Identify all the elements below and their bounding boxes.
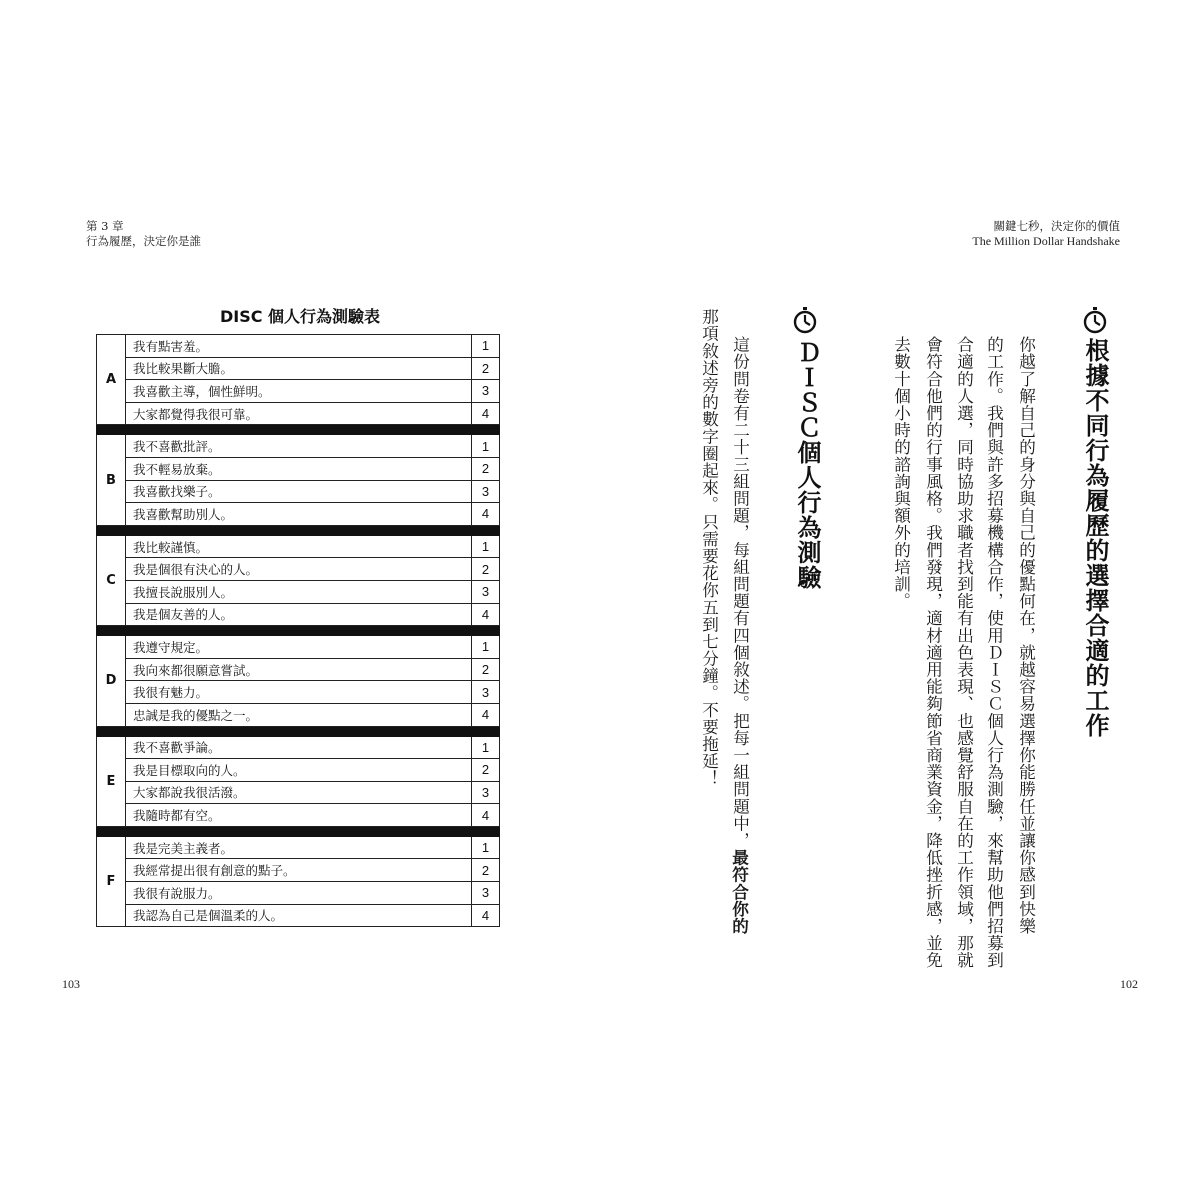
score-number[interactable]: 3 <box>472 781 500 804</box>
group-label: A <box>97 335 126 425</box>
statement-cell: 大家都覺得我很可靠。 <box>126 402 472 425</box>
table-row <box>97 603 500 626</box>
running-head-left <box>86 219 201 249</box>
statement-cell: 我是完美主義者。 <box>126 836 472 859</box>
score-number[interactable]: 1 <box>472 535 500 558</box>
score-number[interactable]: 2 <box>472 859 500 882</box>
table-row <box>97 357 500 380</box>
group-separator <box>97 626 500 636</box>
score-number[interactable]: 1 <box>472 836 500 859</box>
body-column-4: 會符合他們的行事風格。我們發現，適材適用能夠節省商業資金，降低挫折感，並免 <box>923 336 943 969</box>
body-column-5: 去數十個小時的諮詢與額外的培訓。 <box>891 336 911 610</box>
group-label: C <box>97 535 126 625</box>
score-number[interactable]: 2 <box>472 658 500 681</box>
table-row <box>97 480 500 503</box>
table-row <box>97 457 500 480</box>
score-number[interactable]: 4 <box>472 402 500 425</box>
table-row <box>97 804 500 827</box>
group-separator-bar <box>97 626 500 636</box>
body-column-6 <box>731 336 748 935</box>
chapter-title: 行為履歷，決定你是誰 <box>86 234 201 248</box>
group-label: F <box>97 836 126 926</box>
statement-cell: 我向來都很願意嘗試。 <box>126 658 472 681</box>
table-row <box>97 859 500 882</box>
body-column-1: 你越了解自己的身分與自己的優點何在，就越容易選擇你能勝任並讓你感到快樂 <box>1016 336 1036 935</box>
body-column-6-emphasis: 最符合你的 <box>729 849 750 935</box>
table-row <box>97 836 500 859</box>
group-separator <box>97 826 500 836</box>
score-number[interactable]: 3 <box>472 580 500 603</box>
page-number-left: 103 <box>62 977 80 991</box>
score-number[interactable]: 4 <box>472 904 500 927</box>
statement-cell: 我經常提出很有創意的點子。 <box>126 859 472 882</box>
book-title-en: The Million Dollar Handshake <box>972 234 1120 248</box>
group-label: B <box>97 435 126 525</box>
section-heading-1: 根據不同行為履歷的選擇合適的工作 <box>1081 338 1110 738</box>
score-number[interactable]: 4 <box>472 703 500 726</box>
score-number[interactable]: 2 <box>472 759 500 782</box>
table-row <box>97 703 500 726</box>
body-column-7: 那項敘述旁的數字圈起來。只需要花你五到七分鐘。不要拖延！ <box>699 308 719 787</box>
score-number[interactable]: 2 <box>472 457 500 480</box>
body-column-3: 合適的人選，同時協助求職者找到能有出色表現、也感覺舒服自在的工作領域，那就 <box>954 336 974 969</box>
statement-cell: 大家都說我很活潑。 <box>126 781 472 804</box>
table-row <box>97 580 500 603</box>
score-number[interactable]: 4 <box>472 603 500 626</box>
body-column-2: 的工作。我們與許多招募機構合作，使用ＤＩＳＣ個人行為測驗，來幫助他們招募到 <box>984 336 1004 969</box>
table-row <box>97 681 500 704</box>
table-row <box>97 435 500 458</box>
statement-cell: 我喜歡幫助別人。 <box>126 503 472 526</box>
statement-cell: 我是目標取向的人。 <box>126 759 472 782</box>
running-head-right <box>972 219 1120 249</box>
score-number[interactable]: 3 <box>472 882 500 905</box>
score-number[interactable]: 3 <box>472 380 500 403</box>
statement-cell: 我很有魅力。 <box>126 681 472 704</box>
table-row <box>97 781 500 804</box>
score-number[interactable]: 1 <box>472 736 500 759</box>
table-row <box>97 503 500 526</box>
statement-cell: 我不喜歡批評。 <box>126 435 472 458</box>
table-row <box>97 736 500 759</box>
table-row <box>97 904 500 927</box>
statement-cell: 我比較果斷大膽。 <box>126 357 472 380</box>
table-row <box>97 636 500 659</box>
score-number[interactable]: 2 <box>472 357 500 380</box>
statement-cell: 我擅長說服別人。 <box>126 580 472 603</box>
group-label: E <box>97 736 126 826</box>
table-row <box>97 882 500 905</box>
group-label: D <box>97 636 126 726</box>
score-number[interactable]: 1 <box>472 435 500 458</box>
table-row <box>97 535 500 558</box>
group-separator-bar <box>97 826 500 836</box>
group-separator <box>97 425 500 435</box>
statement-cell: 我喜歡找樂子。 <box>126 480 472 503</box>
score-number[interactable]: 4 <box>472 804 500 827</box>
group-separator <box>97 525 500 535</box>
table-row <box>97 759 500 782</box>
table-row <box>97 335 500 358</box>
score-number[interactable]: 4 <box>472 503 500 526</box>
statement-cell: 我是個友善的人。 <box>126 603 472 626</box>
disc-table <box>96 334 500 927</box>
statement-cell: 我不喜歡爭論。 <box>126 736 472 759</box>
group-separator-bar <box>97 726 500 736</box>
statement-cell: 我隨時都有空。 <box>126 804 472 827</box>
score-number[interactable]: 2 <box>472 558 500 581</box>
statement-cell: 我不輕易放棄。 <box>126 457 472 480</box>
heading-stopwatch-icon-2 <box>792 306 818 338</box>
page-number-right: 102 <box>1120 977 1138 991</box>
heading-stopwatch-icon-1 <box>1082 306 1108 338</box>
chapter-number: 第 3 章 <box>86 219 124 233</box>
group-separator-bar <box>97 425 500 435</box>
table-row <box>97 402 500 425</box>
statement-cell: 我喜歡主導，個性鮮明。 <box>126 380 472 403</box>
statement-cell: 忠誠是我的優點之一。 <box>126 703 472 726</box>
score-number[interactable]: 1 <box>472 335 500 358</box>
statement-cell: 我有點害羞。 <box>126 335 472 358</box>
section-heading-2: ＤＩＳＣ個人行為測驗 <box>793 340 822 590</box>
group-separator <box>97 726 500 736</box>
stopwatch-icon <box>1082 306 1108 334</box>
statement-cell: 我很有說服力。 <box>126 882 472 905</box>
statement-cell: 我遵守規定。 <box>126 636 472 659</box>
statement-cell: 我認為自己是個溫柔的人。 <box>126 904 472 927</box>
score-number[interactable]: 3 <box>472 480 500 503</box>
table-row <box>97 658 500 681</box>
statement-cell: 我比較謹慎。 <box>126 535 472 558</box>
book-title-zh: 關鍵七秒，決定你的價值 <box>993 219 1120 233</box>
score-number[interactable]: 1 <box>472 636 500 659</box>
table-row <box>97 558 500 581</box>
group-separator-bar <box>97 525 500 535</box>
stopwatch-icon <box>792 306 818 334</box>
score-number[interactable]: 3 <box>472 681 500 704</box>
body-column-6-text: 這份問卷有二十三組問題，每組問題有四個敘述。把每一組問題中， <box>730 336 750 849</box>
statement-cell: 我是個很有決心的人。 <box>126 558 472 581</box>
table-row <box>97 380 500 403</box>
table-title: DISC 個人行為測驗表 <box>219 307 381 326</box>
